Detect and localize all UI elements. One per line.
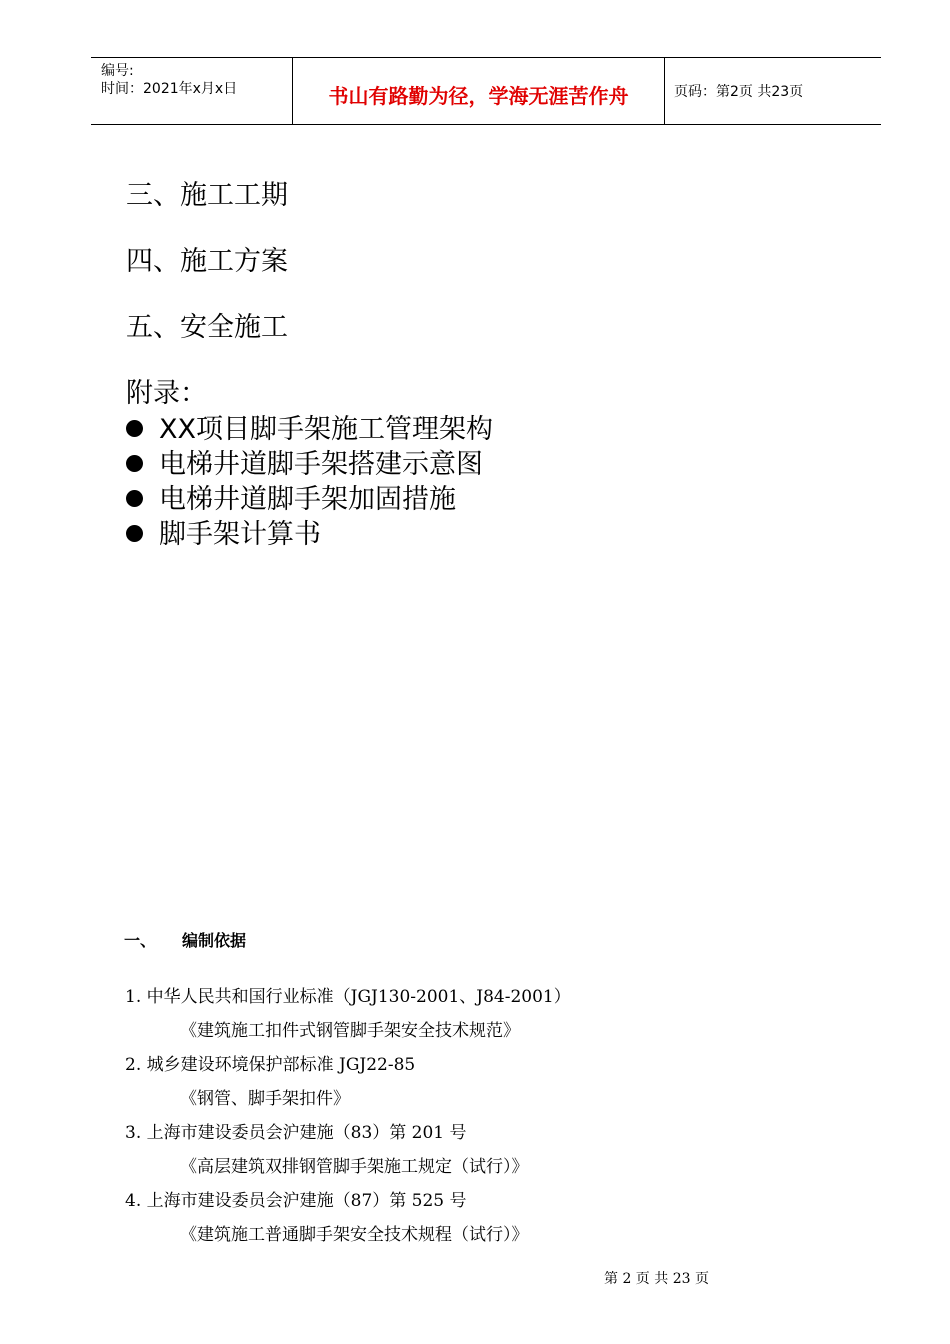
basis-item-sub: 《钢管、脚手架扣件》 <box>180 1089 350 1109</box>
doc-code-label: 编号: <box>101 63 134 79</box>
appendix-list <box>126 412 493 552</box>
appendix-item-label: 电梯井道脚手架搭建示意图 <box>159 449 483 480</box>
heading-construction-period: 三、施工工期 <box>126 180 288 211</box>
page-footer: 第 2 页 共 23 页 <box>604 1271 709 1287</box>
appendix-item-label: XX项目脚手架施工管理架构 <box>159 414 493 445</box>
bullet-icon <box>126 525 143 542</box>
basis-item-sub: 《建筑施工普通脚手架安全技术规程（试行）》 <box>180 1225 529 1245</box>
section-title-text: 编制依据 <box>182 931 247 950</box>
bullet-icon <box>126 420 143 437</box>
list-item <box>126 482 493 517</box>
basis-item-sub: 《高层建筑双排钢管脚手架施工规定（试行）》 <box>180 1157 529 1177</box>
list-item <box>126 517 493 552</box>
section-title <box>124 928 246 951</box>
appendix-title: 附录： <box>126 378 207 409</box>
page-header <box>91 57 881 125</box>
list-item <box>126 412 493 447</box>
header-page-number: 页码：第2页 共23页 <box>674 84 804 100</box>
bullet-icon <box>126 490 143 507</box>
header-motto-cell <box>292 58 665 124</box>
basis-item-main: 1. 中华人民共和国行业标准（JGJ130-2001、J84-2001） <box>125 987 571 1007</box>
appendix-item-label: 电梯井道脚手架加固措施 <box>159 484 456 515</box>
basis-list <box>125 980 571 1252</box>
appendix-item-label: 脚手架计算书 <box>159 519 321 550</box>
basis-item-main: 4. 上海市建设委员会沪建施（87）第 525 号 <box>125 1191 467 1211</box>
basis-item-main: 2. 城乡建设环境保护部标准 JGJ22-85 <box>125 1055 416 1075</box>
doc-time-label: 时间：2021年x月x日 <box>101 81 238 97</box>
basis-item-main: 3. 上海市建设委员会沪建施（83）第 201 号 <box>125 1123 467 1143</box>
heading-safety-construction: 五、安全施工 <box>126 312 288 343</box>
section-number: 一、 <box>124 931 157 950</box>
heading-construction-plan: 四、施工方案 <box>126 246 288 277</box>
basis-item-sub: 《建筑施工扣件式钢管脚手架安全技术规范》 <box>180 1021 520 1041</box>
header-page-cell <box>665 58 881 124</box>
list-item <box>126 447 493 482</box>
header-info-cell <box>91 58 292 124</box>
header-motto: 书山有路勤为径，学海无涯苦作舟 <box>328 84 629 108</box>
bullet-icon <box>126 455 143 472</box>
